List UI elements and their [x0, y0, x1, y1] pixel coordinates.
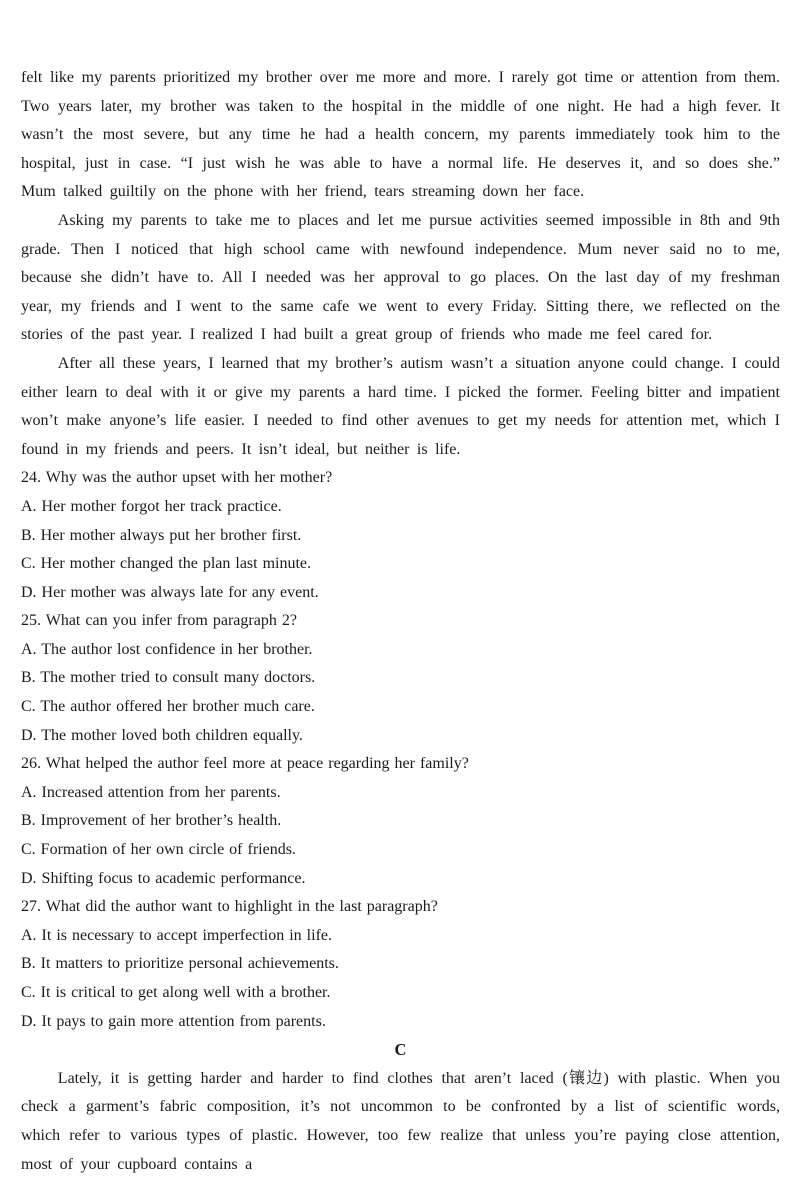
question-prompt: 26. What helped the author feel more at peace regarding her family? [21, 755, 469, 773]
question-27 [21, 893, 780, 1036]
option-d: D. It pays to gain more attention from parents. [21, 1012, 326, 1030]
option-a: A. Increased attention from her parents. [21, 783, 281, 801]
question-25 [21, 607, 780, 750]
option-a: A. Her mother forgot her track practice. [21, 497, 282, 515]
question-24 [21, 464, 780, 607]
passage-paragraph-3: After all these years, I learned that my brother’s autism wasn’t a situation anyone could change. I could either learn to deal with it or give my parents a hard time. I picked the former. Feeling bitter and impatient won’t make anyone’s life easier. I needed to find other avenues to get my needs for attention met, which I found in my friends and peers. It isn’t ideal, but neither is life. [21, 354, 780, 458]
option-b: B. The mother tried to consult many doctors. [21, 669, 316, 687]
question-prompt: 25. What can you infer from paragraph 2? [21, 612, 297, 630]
option-b: B. Improvement of her brother’s health. [21, 812, 282, 830]
option-b: B. It matters to prioritize personal achievements. [21, 955, 339, 973]
passage-paragraph-1: felt like my parents prioritized my brother over me more and more. I rarely got time or attention from them. Two years later, my brother was taken to the hospital in the middle of one night. He had a high fever. It wasn’t the most severe, but any time he had a health concern, my parents immediately took him to the hospital, just in case. “I just wish he was able to have a normal life. He deserves it, and so does she.” Mum talked guiltily on the phone with her friend, tears streaming down her face. [21, 69, 780, 201]
passage-paragraph-2: Asking my parents to take me to places and let me pursue activities seemed impossible in 8th and 9th grade. Then I noticed that high school came with newfound independence. Mum never said no to me, because she didn’t have to. All I needed was her approval to go places. On the last day of my freshman year, my friends and I went to the same cafe we went to every Friday. Sitting there, we reflected on the stories of the past year. I realized I had built a great group of friends who made me feel cared for. [21, 211, 780, 344]
option-c: C. The author offered her brother much care. [21, 698, 315, 716]
question-prompt: 24. Why was the author upset with her mother? [21, 469, 333, 487]
option-a: A. It is necessary to accept imperfection in life. [21, 926, 332, 944]
section-c-heading: C [394, 1040, 407, 1060]
option-d: D. Shifting focus to academic performance. [21, 869, 306, 887]
question-prompt: 27. What did the author want to highlight in the last paragraph? [21, 898, 438, 916]
option-c: C. Her mother changed the plan last minute. [21, 555, 312, 573]
option-a: A. The author lost confidence in her brother. [21, 640, 313, 658]
option-c: C. Formation of her own circle of friends. [21, 841, 296, 859]
option-d: D. Her mother was always late for any event. [21, 583, 319, 601]
option-b: B. Her mother always put her brother first. [21, 526, 302, 544]
section-c-paragraph-1: Lately, it is getting harder and harder to find clothes that aren’t laced (镶边) with plastic. When you check a garment’s fabric composition, it’s not uncommon to be confronted by a list of scientific words, which refer to various types of plastic. However, too few realize that unless you’re paying close attention, most of your cupboard contains a [21, 1069, 780, 1173]
question-26 [21, 750, 780, 893]
option-c: C. It is critical to get along well with a brother. [21, 984, 331, 1001]
option-d: D. The mother loved both children equally. [21, 726, 303, 744]
